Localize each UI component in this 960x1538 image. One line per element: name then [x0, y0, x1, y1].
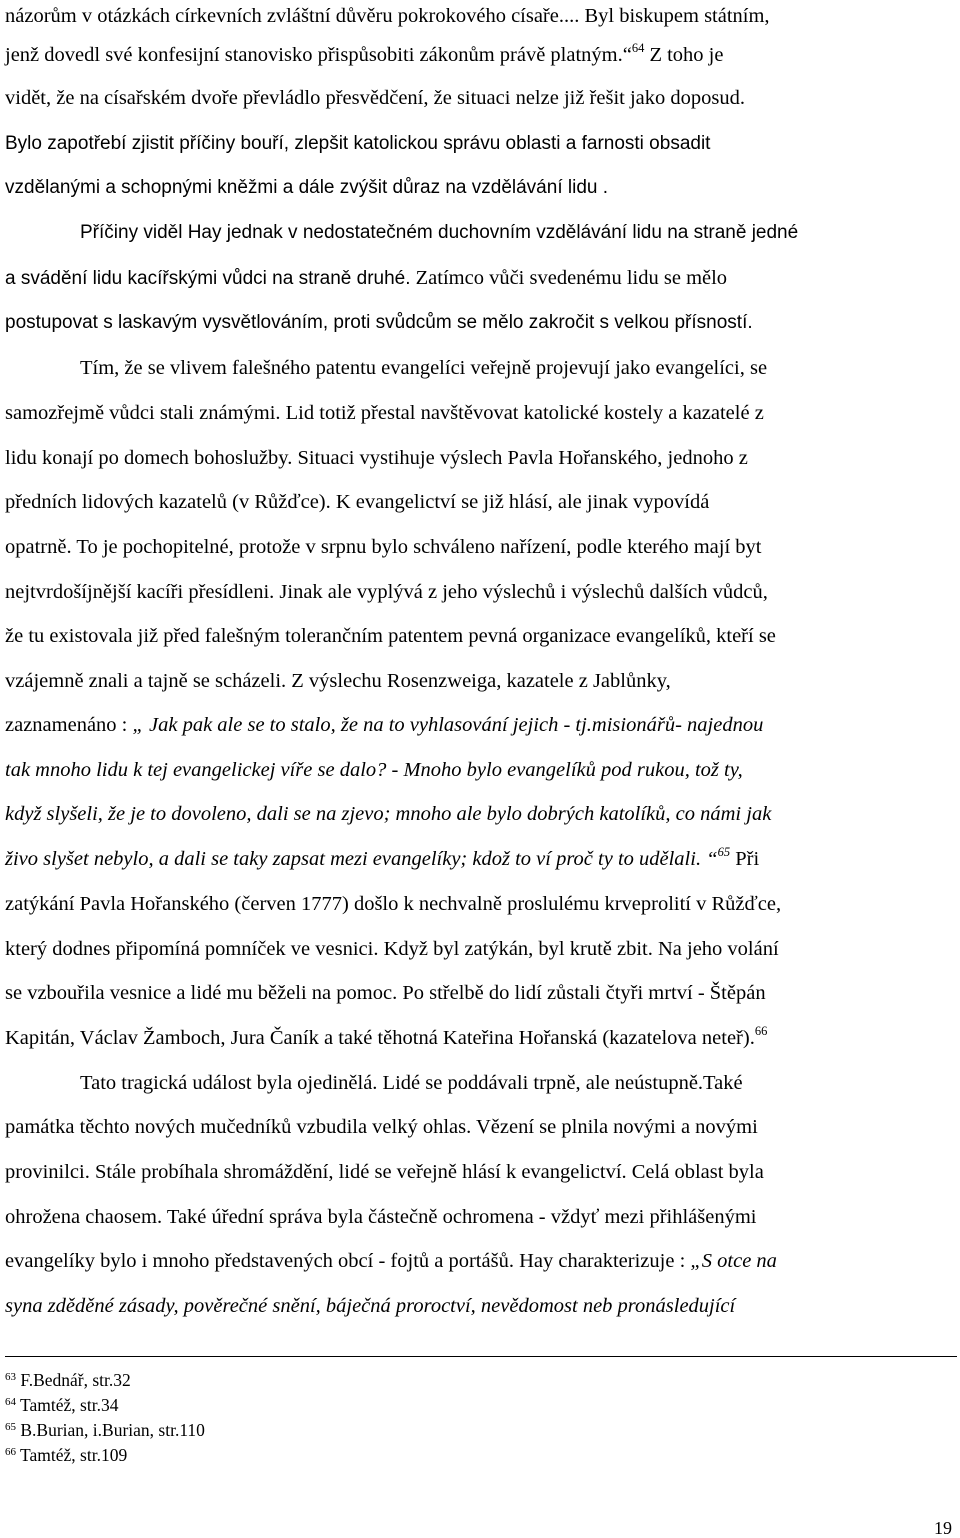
text-span: Tím, že se vlivem falešného patentu evangelíci veřejně projevují jako evangelíci, se — [80, 357, 768, 379]
text-line — [5, 1160, 960, 1184]
text-span: vzájemně znali a tajně se scházeli. Z výslechu Rosenzweiga, kazatele z Jablůnky, — [5, 670, 671, 692]
text-line — [5, 266, 960, 291]
text-line — [5, 1249, 960, 1273]
text-line — [5, 937, 960, 961]
text-span: jenž dovedl své konfesijní stanovisko přispůsobiti zákonům právě platným.“ — [5, 44, 632, 66]
quoted-text: tak mnoho lidu k tej evangelickej víře se dalo? - Mnoho bylo evangelíků pod rukou, tož ty, — [5, 759, 743, 781]
quoted-text: syna zděděné zásady, pověrečné snění, báječná proroctví, nevědomost neb pronásledující — [5, 1295, 736, 1317]
text-line — [5, 490, 960, 514]
text-span: Příčiny viděl Hay jednak v nedostatečném duchovním vzdělávání lidu na straně jedné — [80, 222, 799, 243]
text-span: Kapitán, Václav Žamboch, Jura Čaník a také těhotná Kateřina Hořanská (kazatelova neteř). — [5, 1027, 755, 1049]
footnote-reference: 65 — [717, 845, 731, 859]
text-line — [5, 86, 960, 110]
text-span: Tato tragická událost byla ojedinělá. Lidé se poddávali trpně, ale neústupně.Také — [80, 1072, 743, 1094]
footnote — [5, 1370, 131, 1390]
text-line — [5, 802, 960, 826]
footnote-text: Tamtéž, str.34 — [16, 1395, 119, 1415]
text-line — [5, 758, 960, 782]
text-line — [5, 1294, 960, 1318]
text-line — [5, 669, 960, 693]
text-span: samozřejmě vůdci stali známými. Lid totiž přestal navštěvovat katolické kostely a kazatelé z — [5, 402, 764, 424]
quoted-text: „S otce na — [690, 1250, 777, 1272]
text-line — [80, 221, 960, 245]
text-span: provinilci. Stále probíhala shromáždění, lidé se veřejně hlásí k evangelictví. Celá oblast byla — [5, 1161, 764, 1183]
footnote — [5, 1395, 118, 1415]
text-span: lidu konají po domech bohoslužby. Situaci vystihuje výslech Pavla Hořanského, jednoho z — [5, 447, 748, 469]
text-span: Z toho je — [644, 44, 724, 66]
text-span: ohrožena chaosem. Také úřední správa byla částečně ochromena - vždyť mezi přihlášenými — [5, 1206, 757, 1228]
text-line — [5, 311, 960, 335]
text-line — [5, 624, 960, 648]
footnote-text: Tamtéž, str.109 — [16, 1445, 128, 1465]
page-number: 19 — [934, 1518, 952, 1538]
text-line — [5, 4, 960, 28]
footnote-reference: 64 — [631, 41, 645, 55]
footnote-text: B.Burian, i.Burian, str.110 — [16, 1420, 205, 1440]
text-span: Bylo zapotřebí zjistit příčiny bouří, zlepšit katolickou správu oblasti a farnosti obsadit — [5, 133, 711, 154]
quoted-text: živo slyšet nebylo, a dali se taky zapsat mezi evangelíky; kdož to ví proč ty to udělali. “ — [5, 848, 718, 870]
text-span: evangelíky bylo i mnoho představených obcí - fojtů a portášů. Hay charakterizuje : — [5, 1250, 691, 1272]
text-line — [5, 176, 960, 200]
footnote-number: 65 — [5, 1421, 16, 1433]
text-line — [5, 713, 960, 737]
text-line — [5, 1205, 960, 1229]
quoted-text: „ Jak pak ale se to stalo, že na to vyhlasování jejich - tj.misionářů- najednou — [132, 714, 764, 736]
text-span: a svádění lidu kacířskými vůdci na straně druhé. — [5, 268, 411, 289]
text-span: vidět, že na císařském dvoře převládlo přesvědčení, že situaci nelze již řešit jako doposud. — [5, 87, 746, 109]
text-line — [80, 356, 960, 380]
text-span: předních lidových kazatelů (v Růžďce). K evangelictví se již hlásí, ale jinak vypovídá — [5, 491, 710, 513]
text-line — [5, 43, 960, 67]
text-span: vzdělanými a schopnými kněžmi a dále zvýšit důraz na vzdělávání lidu . — [5, 177, 609, 198]
text-span: který dodnes připomíná pomníček ve vesnici. Když byl zatýkán, byl krutě zbit. Na jeho volání — [5, 938, 779, 960]
text-line — [5, 535, 960, 559]
text-span: nejtvrdošíjnější kacíři přesídleni. Jinak ale vyplývá z jeho výslechů i výslechů dalších vůdců, — [5, 581, 768, 603]
text-span: Při — [730, 848, 760, 870]
text-span: Zatímco vůči svedenému lidu se mělo — [410, 267, 728, 289]
text-span: se vzbouřila vesnice a lidé mu běželi na pomoc. Po střelbě do lidí zůstali čtyři mrtví - Štěpán — [5, 982, 766, 1004]
footnote-reference: 66 — [754, 1024, 768, 1038]
text-span: postupovat s laskavým vysvětlováním, proti svůdcům se mělo zakročit s velkou přísností. — [5, 312, 753, 333]
footnote-number: 66 — [5, 1446, 16, 1458]
footnote-number: 64 — [5, 1396, 16, 1408]
text-line — [5, 446, 960, 470]
text-span: že tu existovala již před falešným tolerančním patentem pevná organizace evangelíků, kteří se — [5, 625, 776, 647]
footnote-number: 63 — [5, 1371, 16, 1383]
footnote-text: F.Bednář, str.32 — [16, 1370, 131, 1390]
text-line — [5, 580, 960, 604]
quoted-text: když slyšeli, že je to dovoleno, dali se na zjevo; mnoho ale bylo dobrých katolíků, co námi jak — [5, 803, 772, 825]
text-line — [5, 981, 960, 1005]
text-span: zatýkání Pavla Hořanského (červen 1777) došlo k nechvalně proslulému krveprolití v Růžďce, — [5, 893, 782, 915]
text-span: památka těchto nových mučedníků vzbudila velký ohlas. Vězení se plnila novými a novými — [5, 1116, 758, 1138]
text-span: zaznamenáno : — [5, 714, 133, 736]
text-span: názorům v otázkách církevních zvláštní důvěru pokrokového císaře.... Byl biskupem státním, — [5, 5, 770, 27]
text-line — [5, 132, 960, 156]
text-line — [5, 1115, 960, 1139]
text-line — [80, 1071, 960, 1095]
footnote — [5, 1420, 205, 1440]
footnote-separator — [5, 1356, 957, 1357]
text-line — [5, 401, 960, 425]
text-span: opatrně. To je pochopitelné, protože v srpnu bylo schváleno nařízení, podle kterého mají byt — [5, 536, 762, 558]
footnote — [5, 1445, 127, 1465]
text-line — [5, 892, 960, 916]
text-line — [5, 847, 960, 871]
text-line — [5, 1026, 960, 1050]
